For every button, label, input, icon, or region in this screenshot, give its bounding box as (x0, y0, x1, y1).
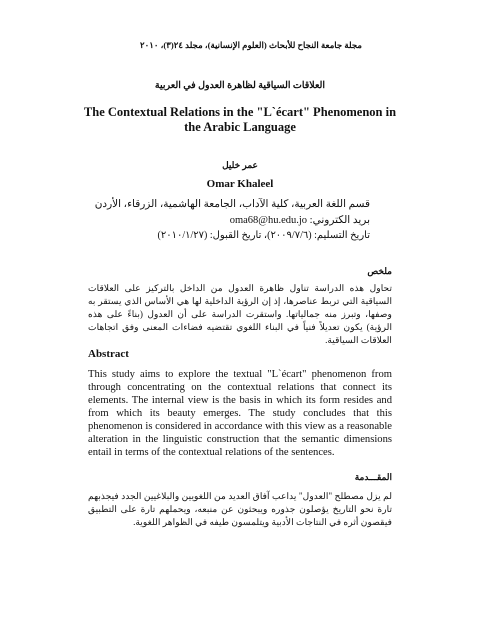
journal-header: مجلة جامعة النجاح للأبحاث (العلوم الإنسانية)، مجلد ٢٤(٣)، ٢٠١٠ (140, 40, 362, 50)
abstract-arabic-heading: ملخص (367, 266, 392, 276)
email-label: بريد الكتروني: (309, 215, 370, 226)
abstract-english-text: This study aims to explore the textual "L`écart" phenomenon from through concentrating on the contextual relations that connect its elements. The internal view is the basis in which its form resides and from which its beauty emerges. The study concludes that this phenomenon is considered in accordance with this view as a reasonable alteration in the linguistic construction that the semantic dimensions entail in terms of the contextual relations of the sentences. (88, 369, 392, 458)
title-arabic: العلاقات السياقية لظاهرة العدول في العربية (154, 81, 326, 91)
author-name-english: Omar Khaleel (206, 178, 274, 190)
author-name-arabic: عمر خليل (222, 160, 258, 170)
abstract-english-heading: Abstract (88, 348, 129, 360)
introduction-text: لم يزل مصطلح "العدول" يداعب آفاق العديد من اللغويين والبلاغيين الجدد فيجذبهم تارة نحو التاريخ يؤصلون جذوره ويبحثون عن منبعه، ويحملهم تارة على التطبيق فيقصون أثره في النتاجات الأدبية ويتلمسون طيفه في الظواهر اللغوية. (88, 491, 392, 527)
affiliation: قسم اللغة العربية، كلية الآداب، الجامعة الهاشمية، الزرقاء، الأردن (94, 199, 370, 210)
title-english: The Contextual Relations in the "L`écart" Phenomenon in the Arabic Language (83, 105, 397, 134)
submission-dates: تاريخ التسليم: (٢٠٠٩/٧/٦)، تاريخ القبول: (٢٠١٠/١/٢٧) (157, 230, 370, 241)
email-row (70, 214, 370, 226)
email-address: oma68@hu.edu.jo (229, 215, 308, 226)
introduction-heading: المقـــدمة (354, 472, 392, 482)
abstract-arabic-text: تحاول هذه الدراسة تناول ظاهرة العدول من الداخل بالتركيز على العلاقات السياقية التي تربط عناصرها، إذ إن الرؤية الداخلية لها هي الأساس الذي يستقر به وصفها، وتبرز منه جمالياتها. واستقرت الدراسة على أن العدول (بناءً على هذه الرؤية) يكون تعديلاً فنياً في البناء اللغوي تقتضيه فضاءات المعنى وفق اتجاهات العلاقات السياقية. (88, 283, 392, 345)
